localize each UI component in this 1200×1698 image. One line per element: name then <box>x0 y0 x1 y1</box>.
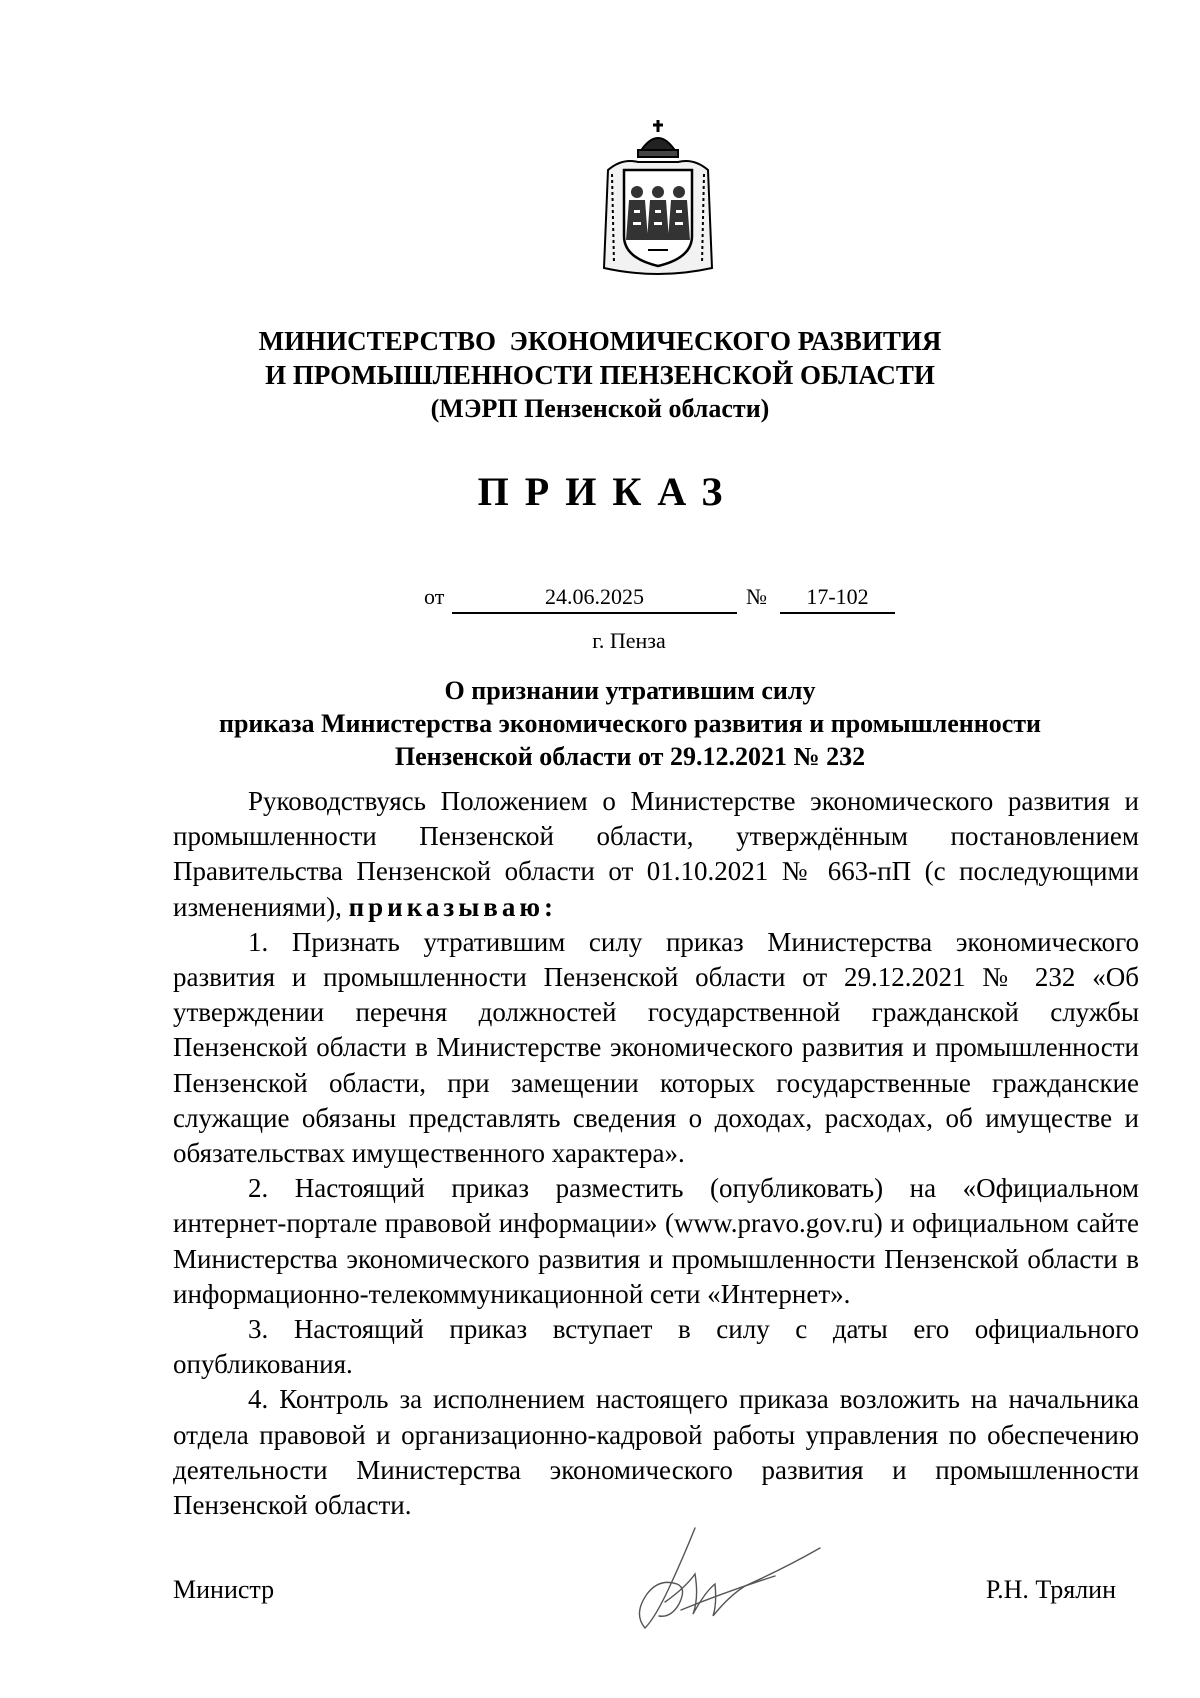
handwritten-signature-icon <box>625 1518 825 1638</box>
document-city: г. Пенза <box>592 628 666 653</box>
document-heading-line3: Пензенской области от 29.12.2021 № 232 <box>394 742 866 771</box>
order-item: 3. Настоящий приказ вступает в силу с даты его официального опубликования. <box>173 1314 1139 1380</box>
preamble-text: Руководствуясь Положением о Министерстве экономического развития и промышленности Пензенской области, утверждённым постановлением Правительства Пензенской области от 01.10.2021 № 663-пП (с последующими изменениями), <box>173 786 1139 922</box>
document-date: 24.06.2025 <box>452 584 737 614</box>
document-number: 17-102 <box>780 584 895 614</box>
document-type-title: ПРИКАЗ <box>477 469 739 514</box>
ministry-name <box>0 324 1200 426</box>
ministry-name-line1: МИНИСТЕРСТВО ЭКОНОМИЧЕСКОГО РАЗВИТИЯ <box>258 326 942 356</box>
number-label: № <box>746 584 767 609</box>
preamble-paragraph <box>173 784 1139 925</box>
document-heading <box>0 674 1200 773</box>
signatory-position: Министр <box>173 1575 275 1604</box>
coat-of-arms-icon <box>602 118 714 278</box>
document-heading-line2: приказа Министерства экономического развития и промышленности <box>218 709 1042 738</box>
document-heading-line1: О признании утратившим силу <box>444 676 816 705</box>
signatory-name: Р.Н. Трялин <box>985 1575 1116 1604</box>
order-item: 1. Признать утратившим силу приказ Министерства экономического развития и промышленности Пензенской области от 29.12.2021 № 232 «Об утверждении перечня должностей государственной гражданской службы Пензенской области в Министерстве экономического развития и промышленности Пензенской области, при замещении которых государственные гражданские служащие обязаны представлять сведения о доходах, расходах, об имуществе и обязательствах имущественного характера». <box>173 926 1139 1169</box>
order-word: приказываю: <box>348 891 558 922</box>
document-body <box>173 784 1139 1523</box>
ministry-name-line2: И ПРОМЫШЛЕННОСТИ ПЕНЗЕНСКОЙ ОБЛАСТИ <box>265 360 935 390</box>
date-label: от <box>424 584 445 609</box>
order-item: 2. Настоящий приказ разместить (опубликовать) на «Официальном интернет-портале правовой информации» (www.pravo.gov.ru) и официальном сайте Министерства экономического развития и промышленности Пензенской области в информационно-телекоммуникационной сети «Интернет». <box>173 1173 1139 1309</box>
ministry-abbreviation: (МЭРП Пензенской области) <box>430 394 770 423</box>
order-item: 4. Контроль за исполнением настоящего приказа возложить на начальника отдела правовой и организационно-кадровой работы управления по обеспечению деятельности Министерства экономического развития и промышленности Пензенской области. <box>173 1384 1139 1521</box>
